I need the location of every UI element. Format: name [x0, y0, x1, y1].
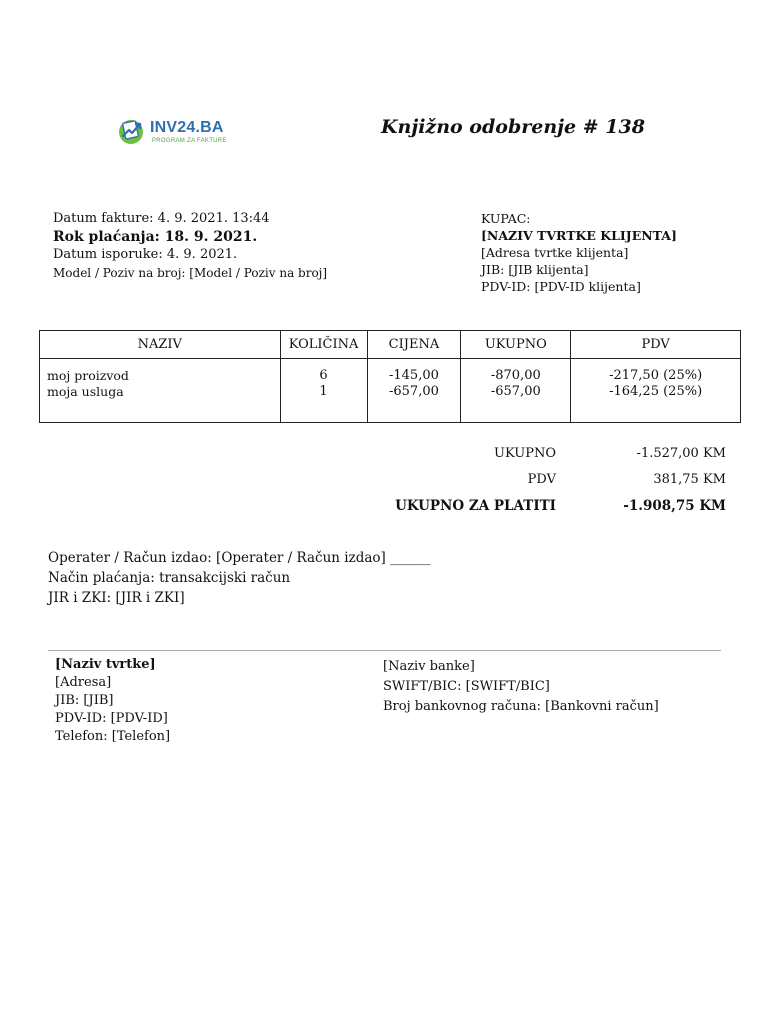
items-table [39, 330, 741, 423]
bank-block [383, 657, 659, 717]
logo-mark-icon [116, 116, 146, 146]
totals-block [380, 443, 726, 521]
buyer-name: [NAZIV TVRTKE KLIJENTA] [481, 228, 677, 243]
due-date: Rok plaćanja: 18. 9. 2021. [53, 229, 258, 245]
invoice-meta [53, 210, 327, 282]
grand-total-label: UKUPNO ZA PLATITI [395, 498, 556, 514]
company-name: [Naziv tvrtke] [55, 657, 156, 672]
item-price: -657,00 [389, 384, 439, 399]
buyer-address: [Adresa tvrtke klijenta] [481, 245, 629, 260]
item-price: -145,00 [389, 368, 439, 383]
cell-total [461, 359, 571, 423]
bank-name: [Naziv banke] [383, 659, 475, 674]
vat-value: 381,75 KM [653, 472, 726, 487]
grand-total-row [380, 495, 726, 521]
company-vat-id: PDV-ID: [PDV-ID] [55, 711, 168, 726]
bank-swift: SWIFT/BIC: [SWIFT/BIC] [383, 679, 550, 694]
logo-name: INV24.BA [150, 119, 224, 136]
grand-total-value: -1.908,75 KM [623, 498, 726, 514]
subtotal-label: UKUPNO [494, 446, 556, 461]
item-qty: 1 [319, 384, 328, 399]
table-header-row [40, 331, 741, 359]
payment-method: Način plaćanja: transakcijski račun [48, 570, 291, 586]
table-row [40, 359, 741, 423]
company-block [55, 656, 170, 746]
cell-qty [280, 359, 367, 423]
bank-account: Broj bankovnog računa: [Bankovni račun] [383, 699, 659, 714]
cell-price [367, 359, 461, 423]
operator-line: Operater / Račun izdao: [Operater / Račun izdao] ______ [48, 550, 431, 566]
header-price: CIJENA [367, 331, 461, 359]
buyer-label: KUPAC: [481, 211, 531, 226]
logo-tagline: PROGRAM ZA FAKTURE [152, 138, 227, 144]
footer-divider [48, 650, 721, 651]
cell-names [40, 359, 281, 423]
invoice-date: Datum fakture: 4. 9. 2021. 13:44 [53, 211, 270, 226]
company-phone: Telefon: [Telefon] [55, 729, 171, 744]
item-vat: -164,25 (25%) [609, 384, 703, 399]
item-qty: 6 [319, 368, 328, 383]
header-qty: KOLIČINA [280, 331, 367, 359]
company-address: [Adresa] [55, 675, 112, 690]
item-name: moja usluga [47, 384, 124, 399]
item-total: -657,00 [490, 384, 541, 399]
payment-info [48, 548, 431, 608]
cell-vat [571, 359, 741, 423]
document-title: Knjižno odobrenje # 138 [381, 116, 645, 138]
delivery-date: Datum isporuke: 4. 9. 2021. [53, 247, 238, 262]
jir-zki: JIR i ZKI: [JIR i ZKI] [48, 590, 185, 606]
subtotal-value: -1.527,00 KM [636, 446, 726, 461]
buyer-block [481, 210, 677, 295]
company-jib: JIB: [JIB] [55, 693, 114, 708]
item-name: moj proizvod [47, 368, 129, 383]
header-name: NAZIV [40, 331, 281, 359]
header-total: UKUPNO [461, 331, 571, 359]
header-vat: PDV [571, 331, 741, 359]
buyer-jib: JIB: [JIB klijenta] [481, 262, 589, 277]
item-vat: -217,50 (25%) [609, 368, 703, 383]
item-total: -870,00 [490, 368, 541, 383]
model-reference: Model / Poziv na broj: [Model / Poziv na broj] [53, 266, 328, 280]
subtotal-row [380, 443, 726, 469]
buyer-vat-id: PDV-ID: [PDV-ID klijenta] [481, 279, 641, 294]
vat-row [380, 469, 726, 495]
vat-label: PDV [527, 472, 556, 487]
company-logo [116, 114, 227, 150]
